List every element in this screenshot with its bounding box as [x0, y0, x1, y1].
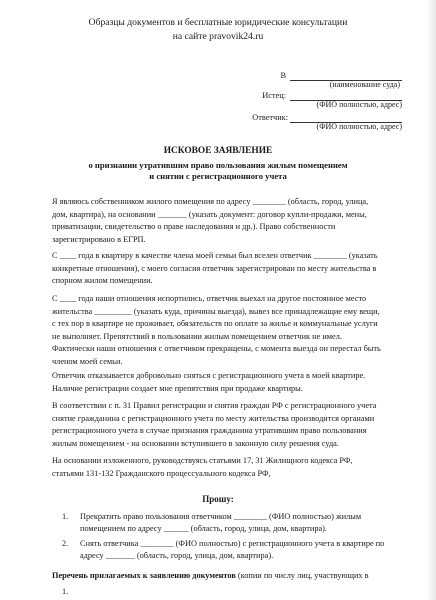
- defendant-hint: (ФИО полностью, адрес): [316, 122, 402, 131]
- request-heading: Прошу:: [202, 494, 234, 504]
- request-2-line1: Снять ответчика ________ (ФИО полностью) с регистрационного учета в квартире по: [80, 539, 385, 548]
- text-line: Фактически наши отношения с ответчиком прекращены, с момента выезда он перестал быть: [52, 344, 381, 353]
- request-1-line1: Прекратить право пользования ответчиком ________ (ФИО полностью) жилым: [80, 512, 362, 521]
- site-header-line1: Образцы документов и бесплатные юридические консультации: [88, 17, 348, 28]
- text-line: Я являюсь собственником жилого помещения по адресу ________ (область, город, улица,: [52, 197, 369, 206]
- attachment-item-1: 1.: [62, 587, 69, 596]
- text-line: дом, квартира), на основании _______ (указать документ: договор купли-продажи, мены,: [52, 209, 367, 219]
- paragraph-refusal: [52, 370, 404, 395]
- request-2-number: 2.: [62, 539, 69, 548]
- text-line: С ____ года наши отношения испортились, ответчик выехал на другое постоянное место: [52, 294, 367, 303]
- document-title: ИСКОВОЕ ЗАЯВЛЕНИЕ: [163, 146, 273, 156]
- attachments-heading-bold: Перечень прилагаемых к заявлению документов: [52, 571, 236, 580]
- paragraph-legal-basis: [52, 400, 404, 450]
- text-line: приватизации, свидетельство о праве наследования и др.). Право собственности: [52, 222, 336, 231]
- text-line: регистрационного учета в случае признания гражданина утратившим право пользования: [52, 426, 367, 435]
- paragraph-moved-out: [52, 293, 404, 368]
- text-line: не выполняет. Препятствий в пользовании жилым помещением ответчик не имел.: [52, 331, 342, 341]
- document-subtitle-2: и снятии с регистрационного учета: [149, 171, 287, 181]
- text-line: зарегистрировано в ЕГРП.: [52, 234, 146, 244]
- text-line: Наличие регистрации создает мне препятствия при продаже квартиры.: [52, 383, 303, 393]
- site-header-line2: на сайте pravovik24.ru: [172, 31, 264, 42]
- request-1-number: 1.: [62, 512, 69, 521]
- text-line: В соответствии с п. 31 Правил регистрации и снятия граждан РФ с регистрационного учета: [52, 401, 377, 410]
- request-1-line2: помещением по адресу ______ (область, город, улица, дом, квартира).: [80, 524, 327, 533]
- paragraph-statutes: [52, 455, 404, 480]
- court-label: В: [280, 71, 286, 80]
- attachments-heading-rest: (копии по числу лиц, участвующих в: [235, 571, 369, 580]
- text-line: спорном жилом помещении.: [52, 276, 153, 285]
- paragraph-ownership: [52, 196, 404, 246]
- text-line: Ответчик отказывается добровольно сняться с регистрационного учета в моей квартире.: [52, 371, 366, 380]
- court-hint: (наименование суда): [329, 80, 400, 89]
- text-line: жилым помещением - на основании вступившего в законную силу решения суда.: [52, 438, 339, 448]
- text-line: членом моей семьи.: [52, 356, 123, 366]
- plaintiff-hint: (ФИО полностью, адрес): [316, 100, 402, 109]
- plaintiff-label: Истец:: [262, 91, 286, 100]
- text-line: жительства _________ (указать куда, причины выезда), вывез все принадлежащие ему вещи,: [52, 306, 380, 316]
- text-line: снятие гражданина с регистрационного учета по месту жительства производится органами: [52, 413, 375, 423]
- text-line: с тех пор в квартире не проживает, обязательств по оплате за жилье и коммунальные услуги: [52, 319, 378, 328]
- attachments-heading: [52, 570, 369, 582]
- page-edge-shadow: [426, 0, 436, 600]
- text-line: конкретные отношения), с моего согласия ответчик зарегистрирован по месту жительства в: [52, 263, 377, 273]
- text-line: статьями 131-132 Гражданского процессуального кодекса РФ,: [52, 468, 271, 478]
- text-line: С ____ года в квартиру в качестве члена моей семьи был вселен ответчик ________ (указать: [52, 251, 378, 260]
- text-line: На основании изложенного, руководствуясь статьями 17, 31 Жилищного кодекса РФ,: [52, 456, 353, 465]
- document-subtitle-1: о признании утратившим право пользования жилым помещением: [88, 160, 348, 170]
- defendant-label: Ответчик:: [252, 113, 288, 122]
- request-2-line2: адресу _______ (область, город, улица, дом, квартира).: [80, 551, 274, 560]
- paragraph-moved-in: [52, 250, 404, 288]
